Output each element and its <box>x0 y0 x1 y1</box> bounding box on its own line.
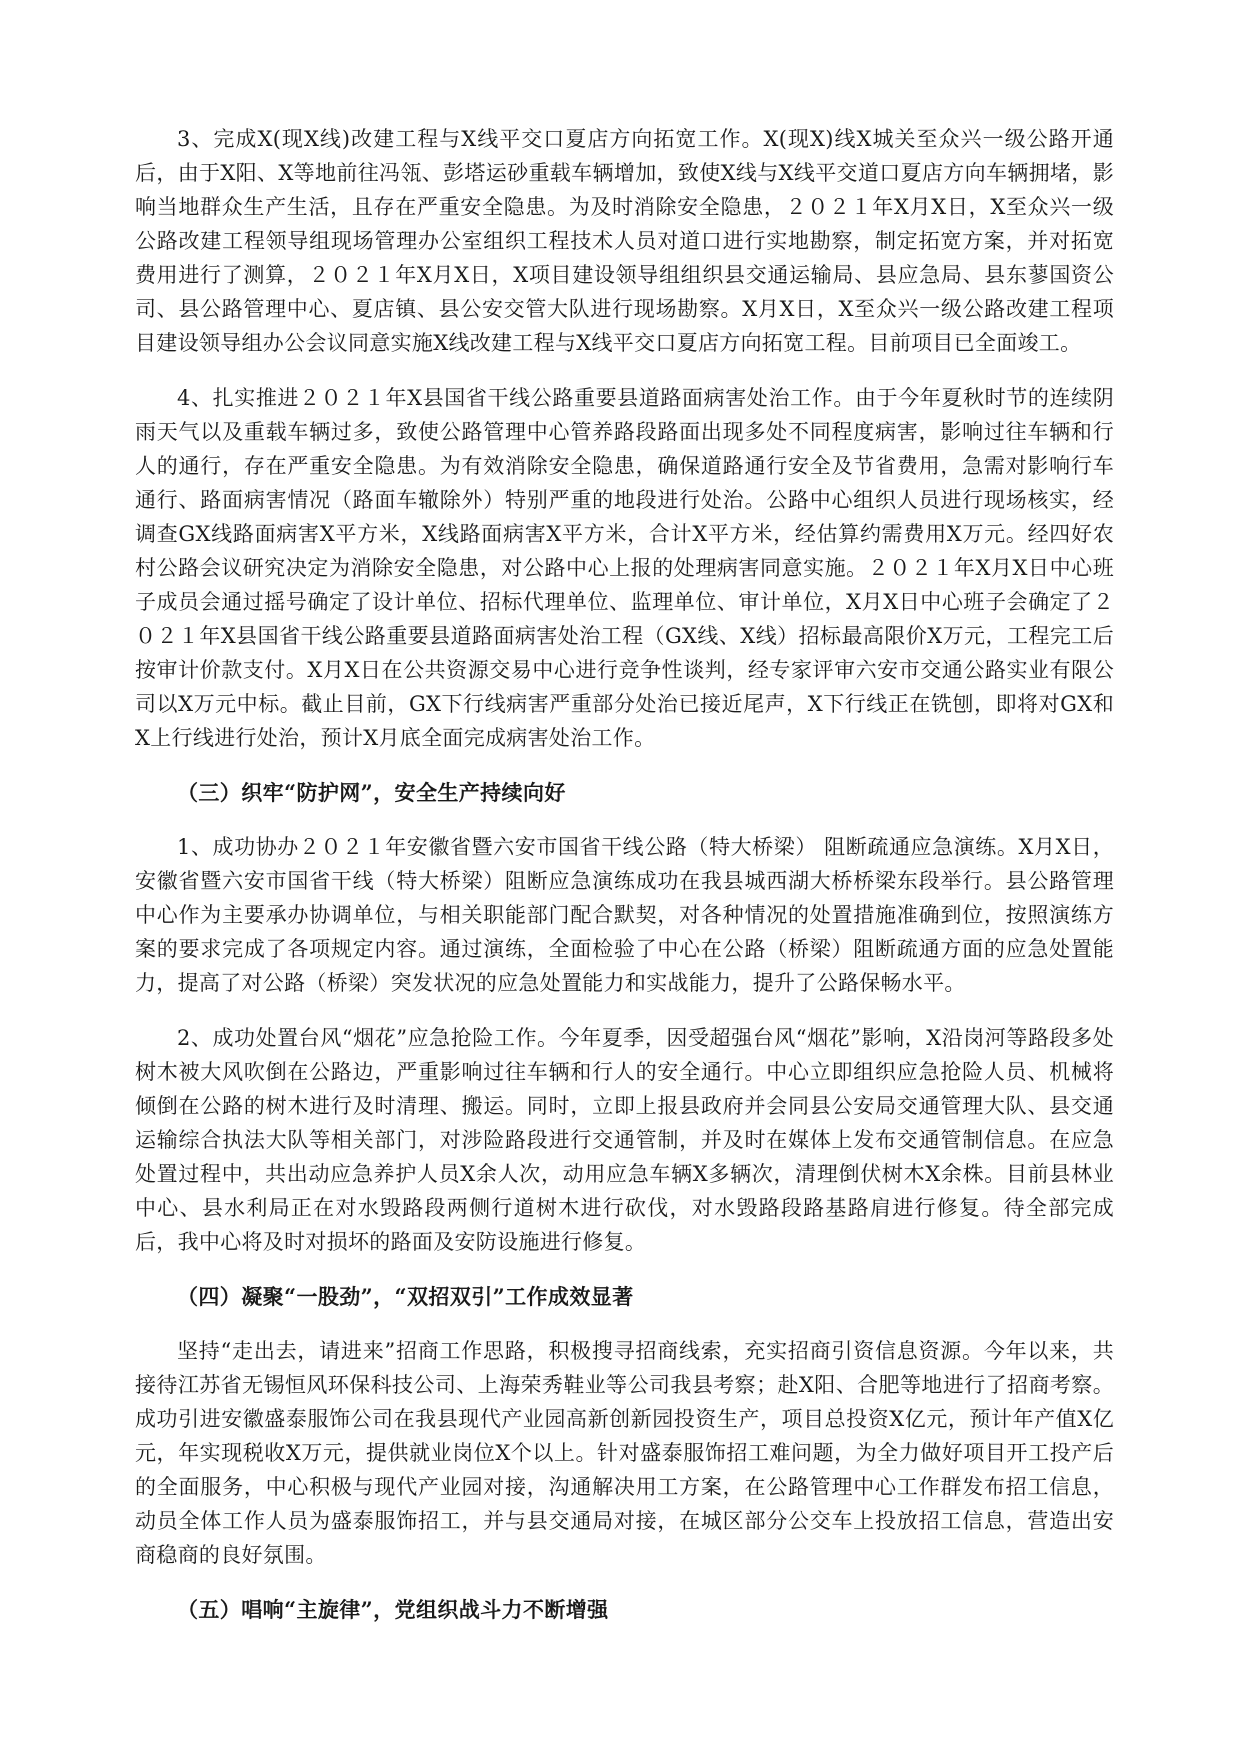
paragraph-pavement-repair: 4、扎实推进２０２１年X县国省干线公路重要县道路面病害处治工作。由于今年夏秋时节的连续阴雨天气以及重载车辆过多，致使公路管理中心管养路段路面出现多处不同程度病害，影响过往车辆和行人的通行，存在严重安全隐患。为有效消除安全隐患，确保道路通行安全及节省费用，急需对影响行车通行、路面病害情况（路面车辙除外）特别严重的地段进行处治。公路中心组织人员进行现场核实，经调查GX线路面病害X平方米，X线路面病害X平方米，合计X平方米，经估算约需费用X万元。经四好农村公路会议研究决定为消除安全隐患，对公路中心上报的处理病害同意实施。２０２１年X月X日中心班子成员会通过摇号确定了设计单位、招标代理单位、监理单位、审计单位，X月X日中心班子会确定了２０２１年X县国省干线公路重要县道路面病害处治工程（GX线、X线）招标最高限价X万元，工程完工后按审计价款支付。X月X日在公共资源交易中心进行竞争性谈判，经专家评审六安市交通公路实业有限公司以X万元中标。截止目前，GX下行线病害严重部分处治已接近尾声，X下行线正在铣刨，即将对GX和X上行线进行处治，预计X月底全面完成病害处治工作。 <box>135 386 1114 750</box>
section-heading-party: （五）唱响“主旋律”，党组织战斗力不断增强 <box>177 1597 609 1622</box>
paragraph-widening-project: 3、完成X(现X线)改建工程与X线平交口夏店方向拓宽工作。X(现X)线X城关至众兴一级公路开通后，由于X阳、X等地前往冯瓴、彭塔运砂重载车辆增加，致使X线与X线平交道口夏店方向车辆拥堵，影响当地群众生产生活，且存在严重安全隐患。为及时消除安全隐患，２０２１年X月X日，X至众兴一级公路改建工程领导组现场管理办公室组织工程技术人员对道口进行实地勘察，制定拓宽方案，并对拓宽费用进行了测算，２０２１年X月X日，X项目建设领导组组织县交通运输局、县应急局、县东蓼国资公司、县公路管理中心、夏店镇、县公安交管大队进行现场勘察。X月X日，X至众兴一级公路改建工程项目建设领导组办公会议同意实施X线改建工程与X线平交口夏店方向拓宽工程。目前项目已全面竣工。 <box>135 127 1114 355</box>
paragraph-typhoon-response: 2、成功处置台风“烟花”应急抢险工作。今年夏季，因受超强台风“烟花”影响，X沿岗河等路段多处树木被大风吹倒在公路边，严重影响过往车辆和行人的安全通行。中心立即组织应急抢险人员、机械将倾倒在公路的树木进行及时清理、搬运。同时，立即上报县政府并会同县公安局交通管理大队、县交通运输综合执法大队等相关部门，对涉险路段进行交通管制，并及时在媒体上发布交通管制信息。在应急处置过程中，共出动应急养护人员X余人次，动用应急车辆X多辆次，清理倒伏树木X余株。目前县林业中心、县水利局正在对水毁路段两侧行道树木进行砍伐，对水毁路段路基路肩进行修复。待全部完成后，我中心将及时对损坏的路面及安防设施进行修复。 <box>135 1026 1114 1254</box>
paragraph-investment-attraction: 坚持“走出去，请进来”招商工作思路，积极搜寻招商线索，充实招商引资信息资源。今年以来，共接待江苏省无锡恒风环保科技公司、上海荣秀鞋业等公司我县考察；赴X阳、合肥等地进行了招商考察。成功引进安徽盛泰服饰公司在我县现代产业园高新创新园投资生产，项目总投资X亿元，预计年产值X亿元，年实现税收X万元，提供就业岗位X个以上。针对盛泰服饰招工难问题，为全力做好项目开工投产后的全面服务，中心积极与现代产业园对接，沟通解决用工方案，在公路管理中心工作群发布招工信息，动员全体工作人员为盛泰服饰招工，并与县交通局对接，在城区部分公交车上投放招工信息，营造出安商稳商的良好氛围。 <box>135 1339 1114 1567</box>
paragraph-emergency-drill: 1、成功协办２０２１年安徽省暨六安市国省干线公路（特大桥梁） 阻断疏通应急演练。X月X日，安徽省暨六安市国省干线（特大桥梁）阻断应急演练成功在我县城西湖大桥桥梁东段举行。县公路管理中心作为主要承办协调单位，与相关职能部门配合默契，对各种情况的处置措施准确到位，按照演练方案的要求完成了各项规定内容。通过演练，全面检验了中心在公路（桥梁）阻断疏通方面的应急处置能力，提高了对公路（桥梁）突发状况的应急处置能力和实战能力，提升了公路保畅水平。 <box>135 835 1114 995</box>
section-heading-investment: （四）凝聚“一股劲”，“双招双引”工作成效显著 <box>177 1284 634 1309</box>
section-heading-safety: （三）织牢“防护网”，安全生产持续向好 <box>177 780 566 805</box>
